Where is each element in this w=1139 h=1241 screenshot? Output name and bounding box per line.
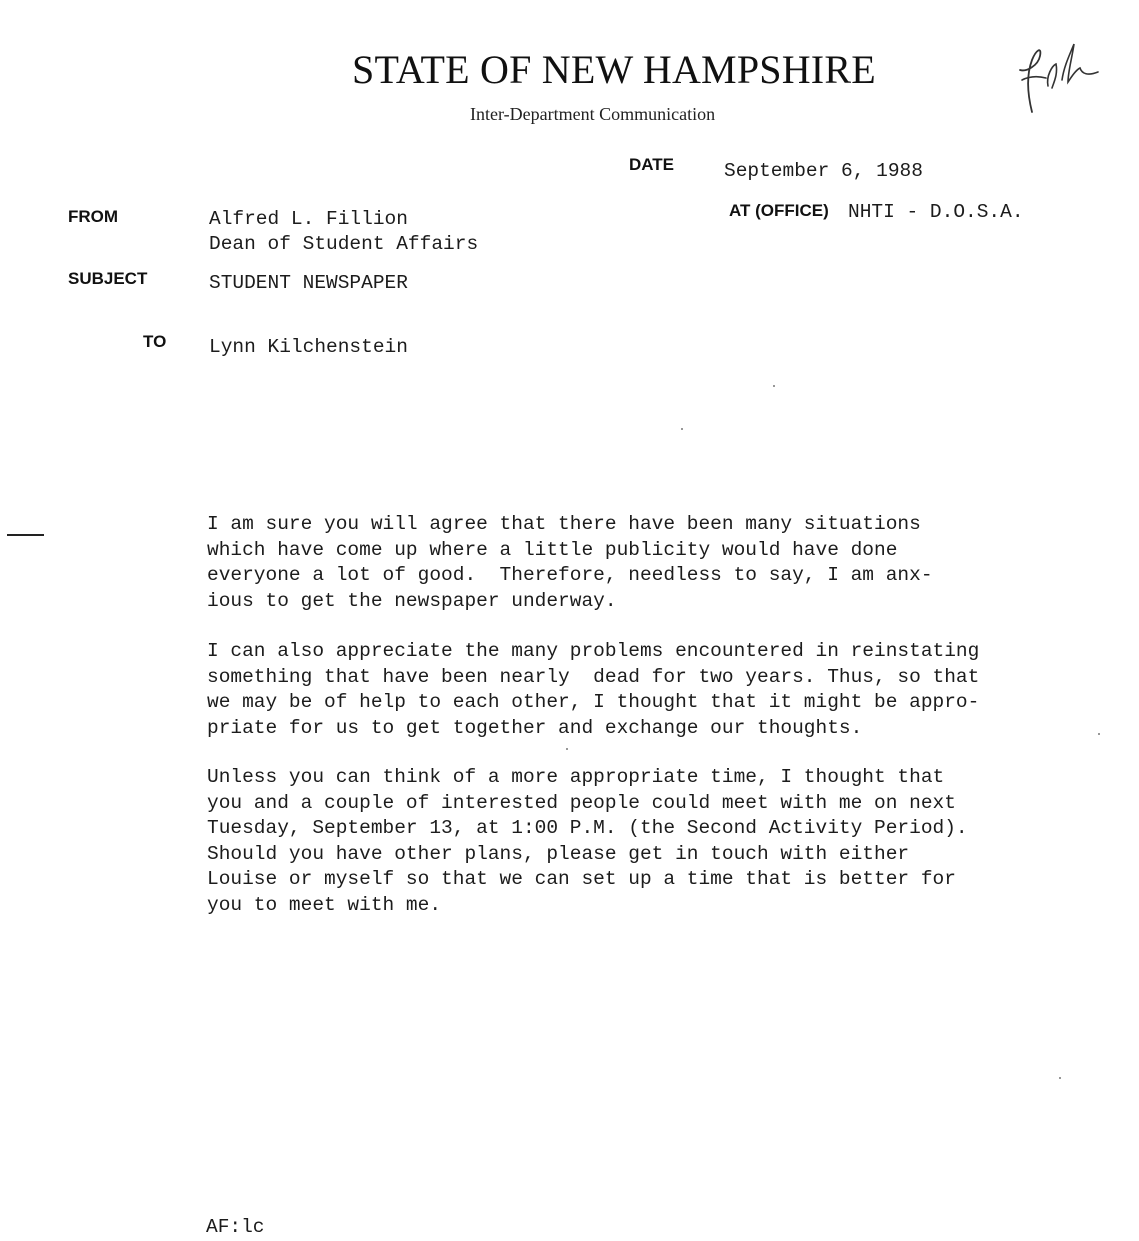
from-label: FROM	[68, 207, 119, 226]
typist-initials: AF:lc	[206, 1216, 265, 1238]
to-label: TO	[143, 332, 167, 351]
body-paragraph-2: I can also appreciate the many problems encountered in reinstating something that have been nearly dead for two years. Thus, so that we may be of help to each other, I thought that it might be appro- priate for us to get together and exchange our thoughts.	[207, 640, 980, 739]
office-value: NHTI - D.O.S.A.	[848, 201, 1024, 223]
scan-speck	[1059, 1077, 1061, 1079]
margin-dash	[7, 534, 44, 536]
subject-value: STUDENT NEWSPAPER	[209, 272, 408, 294]
scan-speck	[773, 385, 775, 387]
subject-label: SUBJECT	[68, 269, 148, 288]
scan-speck	[1098, 733, 1100, 735]
to-value: Lynn Kilchenstein	[209, 336, 408, 358]
body-paragraph-1: I am sure you will agree that there have been many situations which have come up where a little publicity would have done everyone a lot of good. Therefore, needless to say, I am anx- ious to get the newspaper underway.	[207, 513, 933, 612]
handwritten-file-mark	[1012, 36, 1102, 120]
scan-speck	[566, 748, 568, 750]
organization-title: STATE OF NEW HAMPSHIRE	[352, 47, 876, 92]
date-label: DATE	[629, 155, 675, 174]
scan-speck	[681, 428, 683, 430]
organization-subtitle: Inter-Department Communication	[470, 104, 716, 124]
office-label: AT (OFFICE)	[729, 201, 829, 220]
from-title: Dean of Student Affairs	[209, 233, 479, 255]
body-paragraph-3: Unless you can think of a more appropriate time, I thought that you and a couple of interested people could meet with me on next Tuesday, September 13, at 1:00 P.M. (the Second Activity Period). Should you have other plans, please get in touch with either Louise or myself so that we can set up a time that is better for you to meet with me.	[207, 766, 968, 916]
from-name: Alfred L. Fillion	[209, 208, 408, 230]
date-value: September 6, 1988	[724, 160, 923, 182]
